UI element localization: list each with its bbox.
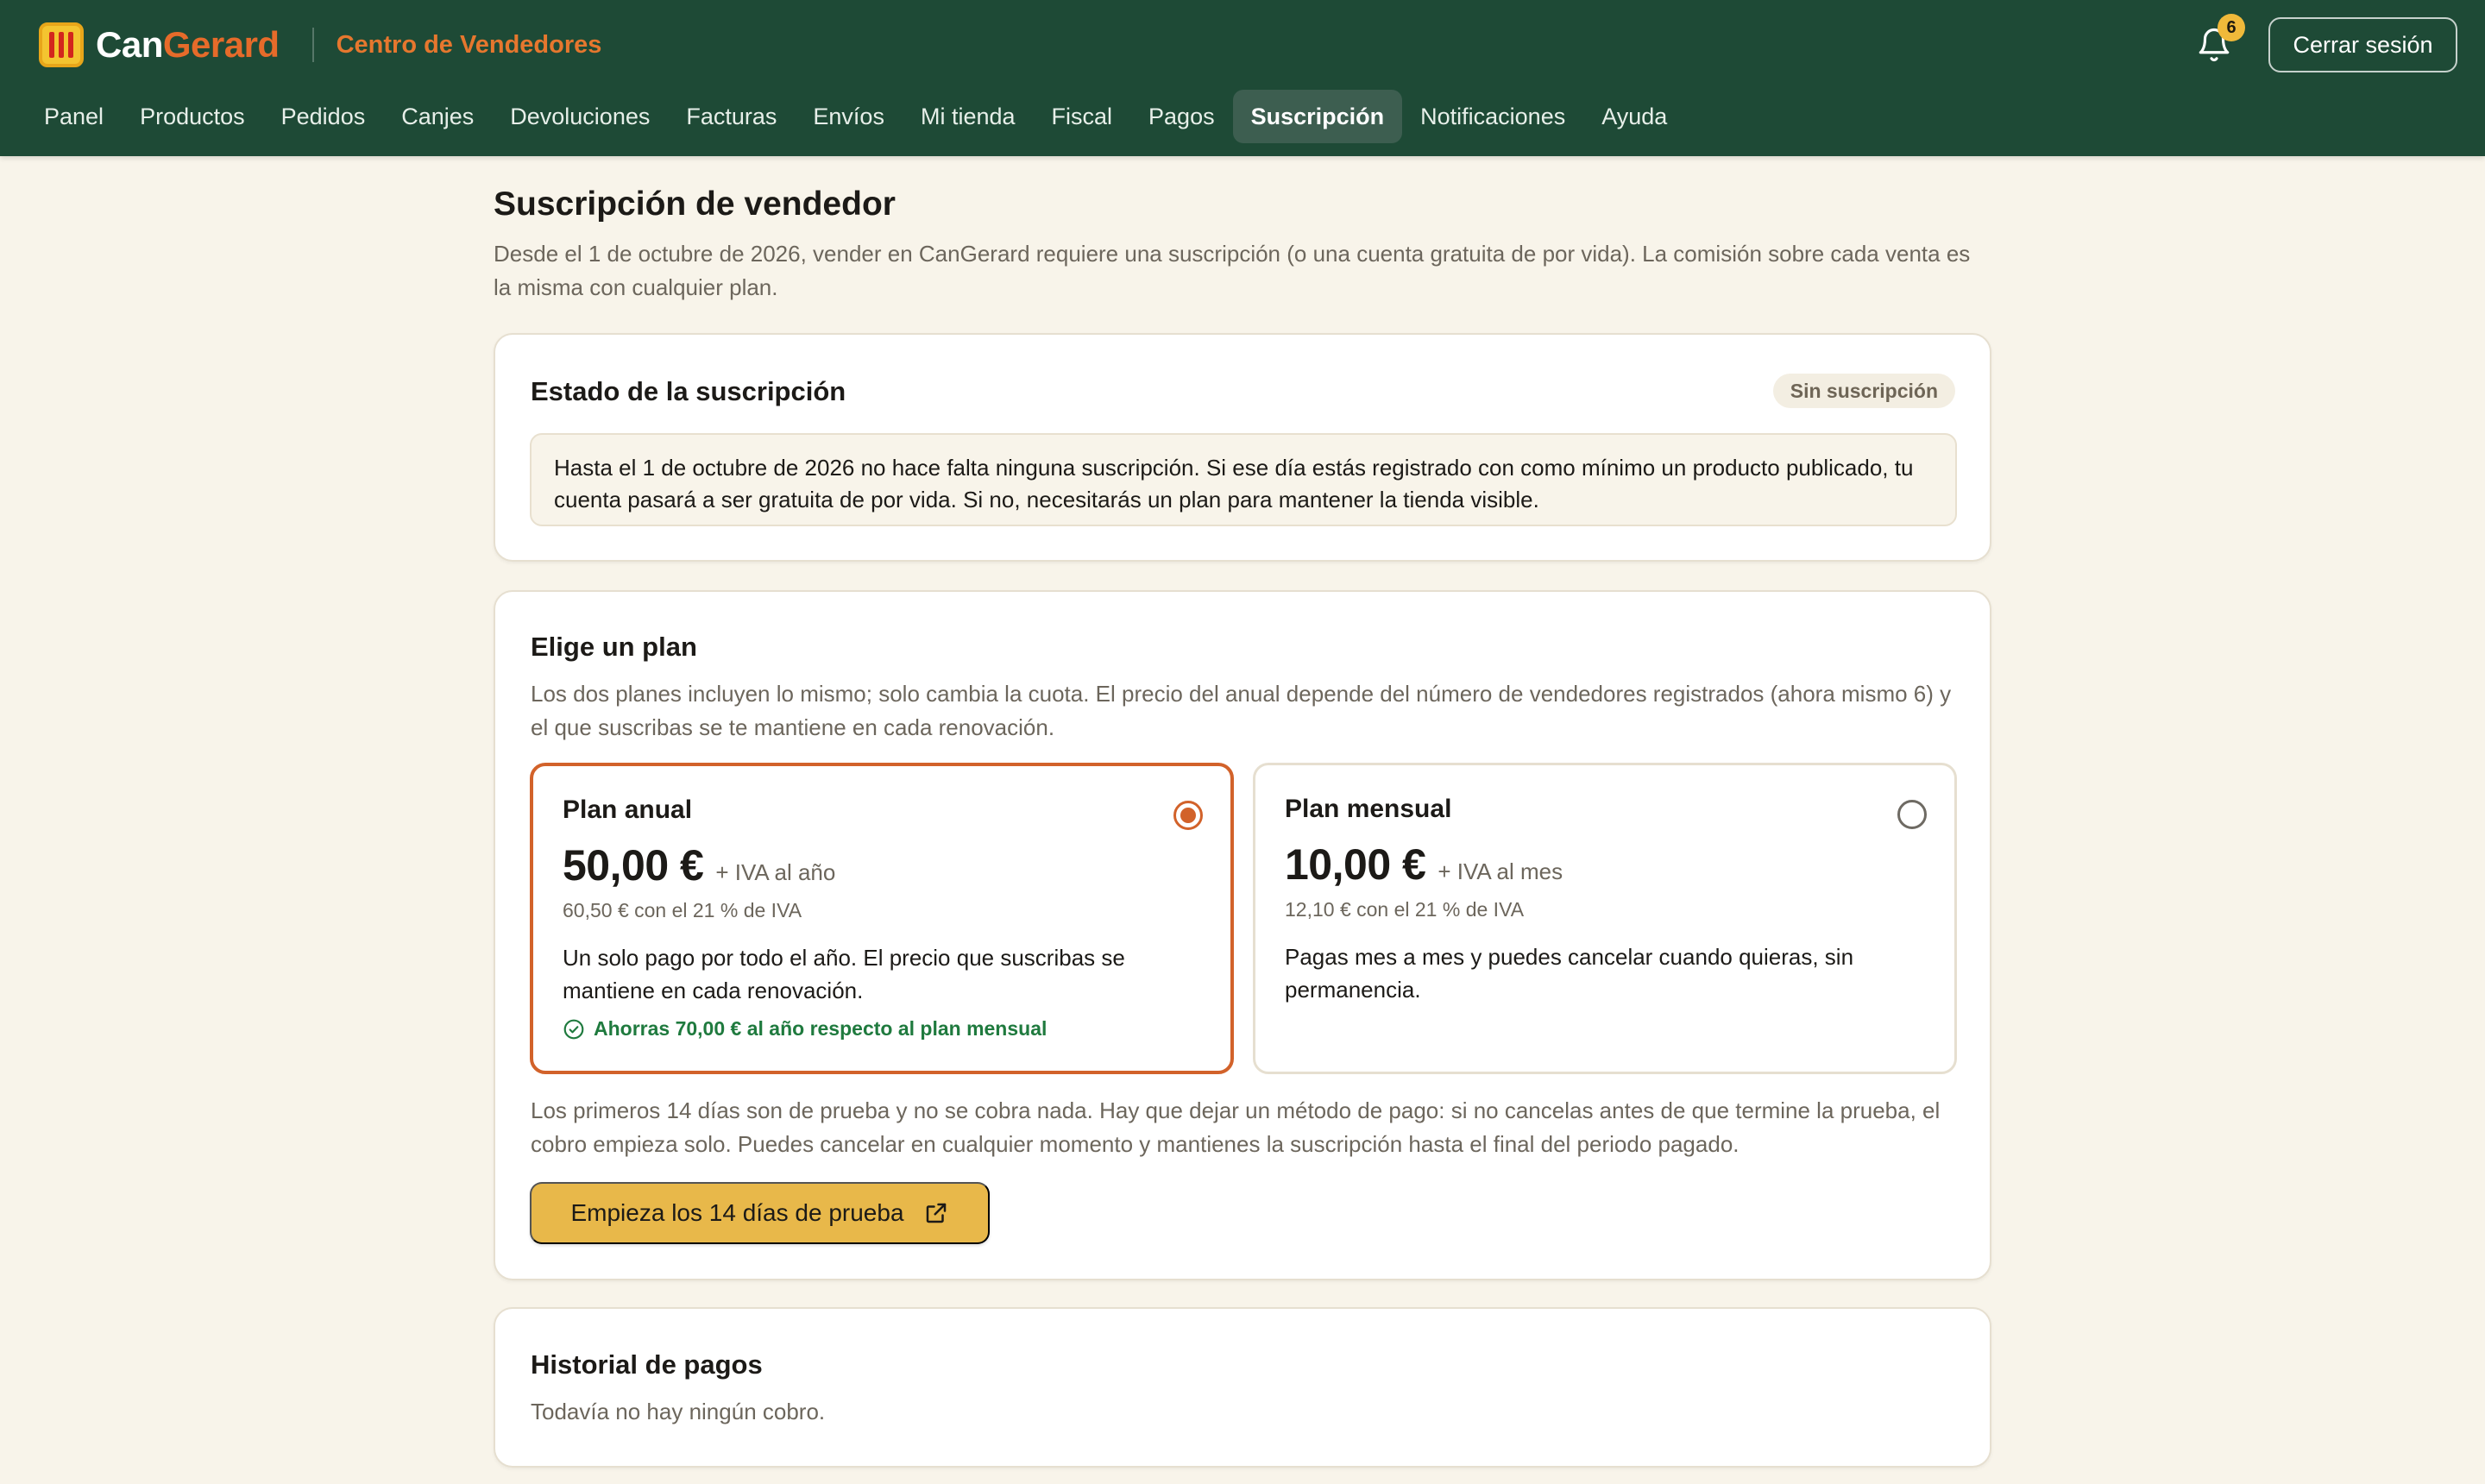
plan-name: Plan anual	[563, 795, 693, 824]
nav-item-mi-tienda[interactable]: Mi tienda	[920, 103, 1016, 129]
nav-item-ayuda[interactable]: Ayuda	[1601, 103, 1668, 129]
brand-divider	[312, 28, 314, 62]
page-title: Suscripción de vendedor	[494, 186, 896, 223]
monthly-radio[interactable]	[1897, 800, 1927, 829]
nav-item-pagos[interactable]: Pagos	[1148, 103, 1215, 129]
plan-price-vat: 60,50 € con el 21 % de IVA	[563, 899, 802, 921]
nav-item-devoluciones[interactable]: Devoluciones	[510, 103, 651, 129]
savings-text: Ahorras 70,00 € al año respecto al plan mensual	[594, 1017, 1047, 1040]
nav-item-productos[interactable]: Productos	[140, 103, 245, 129]
logout-button[interactable]: Cerrar sesión	[2268, 17, 2457, 72]
page-intro: Desde el 1 de octubre de 2026, vender en CanGerard requiere una suscripción (o una cuenta gratuita de por vida). La comisión sobre cada venta es la misma con cualquier plan.	[494, 241, 1971, 300]
plan-name: Plan mensual	[1285, 795, 1452, 823]
start-trial-button[interactable]	[530, 1182, 990, 1244]
check-circle-icon	[563, 1018, 585, 1041]
plan-option-monthly[interactable]	[1253, 763, 1957, 1074]
history-empty-state: Todavía no hay ningún cobro.	[531, 1399, 826, 1424]
plans-description: Los dos planes incluyen lo mismo; solo cambia la cuota. El precio del anual depende del número de vendedores registrados (ahora mismo 6) y el que suscribas se te mantiene en cada renovación.	[531, 681, 1952, 740]
price-row	[563, 840, 1201, 890]
notifications-badge: 6	[2218, 14, 2245, 41]
nav-item-fiscal[interactable]: Fiscal	[1051, 103, 1113, 129]
plan-description: Un solo pago por todo el año. El precio que suscribas se mantiene en cada renovación.	[563, 945, 1125, 1003]
nav-item-envios[interactable]: Envíos	[813, 103, 884, 129]
nav-item-pedidos[interactable]: Pedidos	[280, 103, 366, 129]
nav-item-notificaciones[interactable]: Notificaciones	[1420, 103, 1566, 129]
top-bar	[0, 0, 2485, 156]
status-heading: Estado de la suscripción	[531, 376, 846, 406]
plan-price-suffix: + IVA al año	[715, 859, 836, 885]
brand-name	[96, 24, 280, 66]
status-badge: Sin suscripción	[1773, 374, 1955, 408]
trial-note: Los primeros 14 días son de prueba y no se cobra nada. Hay que dejar un método de pago: si no cancelas antes de que termine la prueba, el cobro empieza solo. Puedes cancelar en cualquier momento y mantienes la suscripción hasta el final del periodo pagado.	[531, 1097, 1941, 1157]
brand-name-part2: Gerard	[162, 24, 280, 65]
plan-price-vat: 12,10 € con el 21 % de IVA	[1285, 898, 1525, 921]
brand-name-part1: Can	[96, 24, 163, 65]
history-heading: Historial de pagos	[531, 1349, 763, 1380]
savings-note	[563, 1017, 1201, 1041]
start-trial-label: Empieza los 14 días de prueba	[570, 1199, 904, 1226]
payment-history-card	[494, 1307, 1991, 1468]
plans-heading: Elige un plan	[531, 632, 697, 662]
plan-price-suffix: + IVA al mes	[1438, 858, 1563, 884]
logo-icon	[39, 22, 84, 67]
annual-radio[interactable]	[1173, 801, 1203, 830]
price-row	[1285, 839, 1925, 890]
nav-item-canjes[interactable]: Canjes	[401, 103, 475, 129]
subscription-status-card	[494, 333, 1991, 562]
external-link-icon	[923, 1200, 949, 1226]
plan-option-annual[interactable]	[530, 763, 1234, 1074]
plan-price: 10,00 €	[1285, 840, 1426, 889]
nav-item-facturas[interactable]: Facturas	[686, 103, 777, 129]
plan-price: 50,00 €	[563, 841, 704, 890]
brand-subtitle: Centro de Vendedores	[336, 30, 602, 59]
nav-item-panel[interactable]: Panel	[44, 103, 104, 129]
brand[interactable]	[39, 19, 601, 71]
plan-description: Pagas mes a mes y puedes cancelar cuando quieras, sin permanencia.	[1285, 944, 1854, 1003]
choose-plan-card	[494, 590, 1991, 1280]
nav-item-suscripcion[interactable]: Suscripción	[1233, 90, 1403, 143]
status-note: Hasta el 1 de octubre de 2026 no hace falta ninguna suscripción. Si ese día estás registrado con como mínimo un producto publicado, tu cuenta pasará a ser gratuita de por vida. Si no, necesitarás un plan para mantener la tienda visible.	[530, 433, 1957, 526]
page-header	[494, 186, 1991, 305]
main-nav	[26, 90, 1685, 143]
